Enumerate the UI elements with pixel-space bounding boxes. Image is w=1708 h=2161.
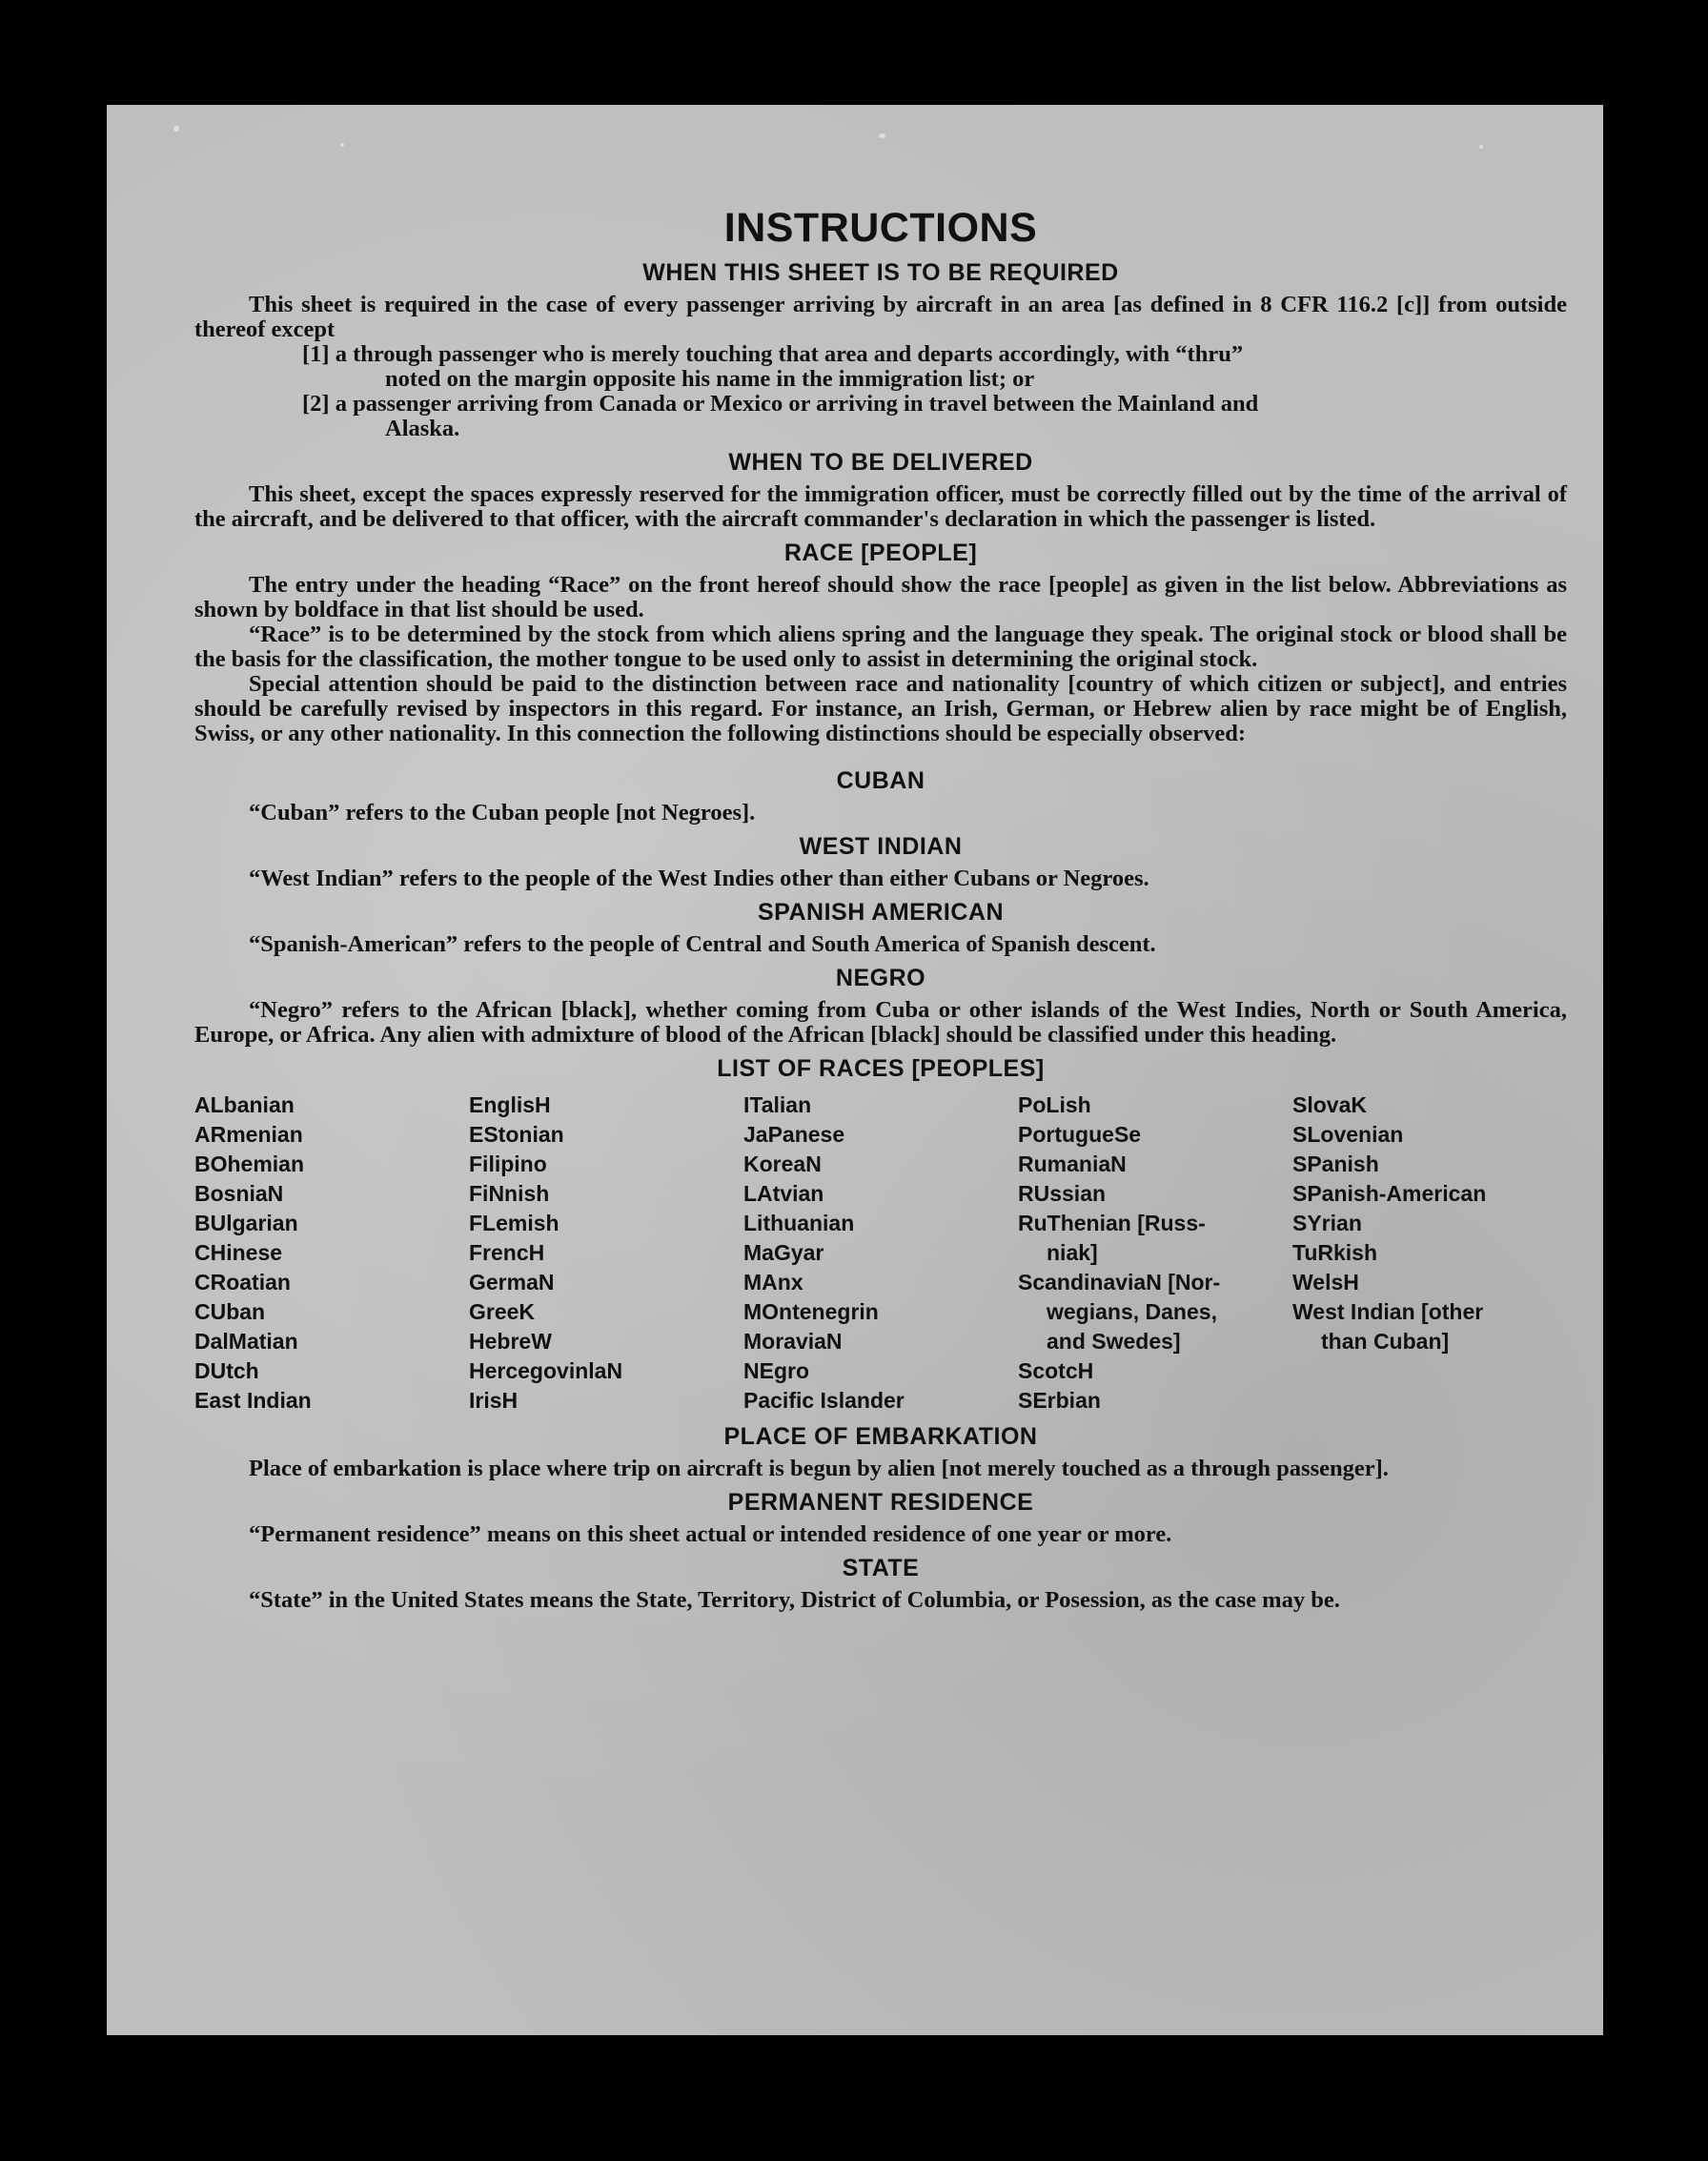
section-heading-state: STATE bbox=[842, 1555, 920, 1581]
race-item: MaGyar bbox=[743, 1240, 824, 1265]
race-column-1 bbox=[194, 1091, 469, 1416]
race-item: DUtch bbox=[194, 1358, 259, 1383]
paper-speck bbox=[879, 133, 885, 138]
required-text: This sheet is required in the case of every passenger arriving by aircraft in an area [as defined in 8 CFR 116.2 [c]] from outside thereof except bbox=[194, 292, 1567, 342]
race-text-3: Special attention should be paid to the distinction between race and nationality [country of which citizen or subject], and entries should be carefully revised by inspectors in this regard. For instance, an Irish, German, or Hebrew alien by race might be of English, Swiss, or any other nationality. In this connection the following distinctions should be especially observed: bbox=[194, 671, 1567, 746]
race-item: FiNnish bbox=[469, 1181, 550, 1206]
race-item: ScandinaviaN [Nor- bbox=[1018, 1270, 1221, 1295]
section-heading-required: WHEN THIS SHEET IS TO BE REQUIRED bbox=[642, 259, 1119, 286]
section-heading-delivered: WHEN TO BE DELIVERED bbox=[728, 449, 1033, 476]
race-item: CRoatian bbox=[194, 1270, 291, 1295]
race-item: DalMatian bbox=[194, 1329, 298, 1354]
section-heading-race: RACE [PEOPLE] bbox=[783, 540, 978, 566]
race-item: HebreW bbox=[469, 1329, 552, 1354]
spanish-american-text: “Spanish-American” refers to the people of Central and South America of Spanish descent. bbox=[249, 931, 1156, 957]
race-item: CHinese bbox=[194, 1240, 283, 1265]
race-item: BUlgarian bbox=[194, 1211, 298, 1235]
paper-speck bbox=[340, 143, 344, 147]
paper-speck bbox=[1479, 145, 1483, 149]
race-column-2 bbox=[469, 1091, 743, 1416]
race-item: RuThenian [Russ- bbox=[1018, 1211, 1206, 1235]
race-item: PortugueSe bbox=[1018, 1122, 1142, 1147]
race-item: RumaniaN bbox=[1018, 1152, 1127, 1176]
race-item: TuRkish bbox=[1292, 1240, 1378, 1265]
race-item: FrencH bbox=[469, 1240, 545, 1265]
race-item: NEgro bbox=[743, 1358, 809, 1383]
race-item: Filipino bbox=[469, 1152, 547, 1176]
exception-2-end: Alaska. bbox=[385, 416, 460, 441]
race-item: IrisH bbox=[469, 1388, 518, 1413]
race-text-2: “Race” is to be determined by the stock from which aliens spring and the language they speak. The original stock or blood shall be the basis for the classification, the mother tongue to be used only to assist in determining the original stock. bbox=[194, 622, 1567, 672]
section-heading-spanish-american: SPANISH AMERICAN bbox=[757, 899, 1004, 926]
race-item: SPanish-American bbox=[1292, 1181, 1487, 1206]
race-item: RUssian bbox=[1018, 1181, 1107, 1206]
race-column-5 bbox=[1292, 1091, 1567, 1416]
race-item: than Cuban] bbox=[1321, 1329, 1450, 1354]
race-item: and Swedes] bbox=[1047, 1329, 1181, 1354]
race-item: EnglisH bbox=[469, 1092, 551, 1117]
residence-text: “Permanent residence” means on this sheet actual or intended residence of one year or more. bbox=[249, 1521, 1172, 1547]
race-item: FLemish bbox=[469, 1211, 559, 1235]
race-item: East Indian bbox=[194, 1388, 312, 1413]
race-list bbox=[194, 1091, 1567, 1416]
section-heading-residence: PERMANENT RESIDENCE bbox=[727, 1489, 1034, 1516]
race-item: MoraviaN bbox=[743, 1329, 843, 1354]
race-item: ALbanian bbox=[194, 1092, 295, 1117]
race-item: KoreaN bbox=[743, 1152, 822, 1176]
race-item: GreeK bbox=[469, 1299, 536, 1324]
document-sheet bbox=[107, 105, 1603, 2035]
race-item: SYrian bbox=[1292, 1211, 1362, 1235]
exception-2: [2] a passenger arriving from Canada or Mexico or arriving in travel between the Mainland and bbox=[302, 391, 1259, 417]
race-item: SPanish bbox=[1292, 1152, 1379, 1176]
delivered-text: This sheet, except the spaces expressly reserved for the immigration officer, must be correctly filled out by the time of the arrival of the aircraft, and be delivered to that officer, with the aircraft commander's declaration in which the passenger is listed. bbox=[194, 481, 1567, 532]
section-heading-embarkation: PLACE OF EMBARKATION bbox=[723, 1423, 1038, 1450]
race-column-3 bbox=[743, 1091, 1018, 1416]
race-item: niak] bbox=[1047, 1240, 1098, 1265]
section-heading-negro: NEGRO bbox=[835, 965, 926, 991]
race-text-1: The entry under the heading “Race” on the front hereof should show the race [people] as given in the list below. Abbreviations as shown by boldface in that list should be used. bbox=[194, 572, 1567, 622]
race-item: EStonian bbox=[469, 1122, 564, 1147]
race-item: wegians, Danes, bbox=[1047, 1299, 1217, 1324]
race-item: BosniaN bbox=[194, 1181, 284, 1206]
race-item: HercegovinlaN bbox=[469, 1358, 623, 1383]
race-item: MOntenegrin bbox=[743, 1299, 879, 1324]
section-heading-list-of-races: LIST OF RACES [PEOPLES] bbox=[717, 1055, 1045, 1082]
page-title: INSTRUCTIONS bbox=[723, 205, 1038, 251]
race-item: CUban bbox=[194, 1299, 266, 1324]
cuban-text: “Cuban” refers to the Cuban people [not Negroes]. bbox=[249, 800, 756, 826]
paper-speck bbox=[173, 126, 179, 132]
race-item: SErbian bbox=[1018, 1388, 1101, 1413]
race-item: SLovenian bbox=[1292, 1122, 1404, 1147]
race-item: ARmenian bbox=[194, 1122, 303, 1147]
race-item: WelsH bbox=[1292, 1270, 1359, 1295]
race-item: SlovaK bbox=[1292, 1092, 1367, 1117]
race-item: ITalian bbox=[743, 1092, 812, 1117]
west-indian-text: “West Indian” refers to the people of the West Indies other than either Cubans or Negroes. bbox=[249, 866, 1149, 891]
race-item: LAtvian bbox=[743, 1181, 824, 1206]
race-item: PoLish bbox=[1018, 1092, 1091, 1117]
race-item: Pacific Islander bbox=[743, 1388, 905, 1413]
race-item: MAnx bbox=[743, 1270, 803, 1295]
section-heading-west-indian: WEST INDIAN bbox=[799, 833, 963, 860]
exception-1: [1] a through passenger who is merely touching that area and departs accordingly, with “thru” bbox=[302, 341, 1244, 367]
exception-1-note: noted on the margin opposite his name in the immigration list; or bbox=[385, 366, 1035, 392]
section-heading-cuban: CUBAN bbox=[836, 767, 925, 794]
embarkation-text: Place of embarkation is place where trip on aircraft is begun by alien [not merely touched as a through passenger]. bbox=[249, 1456, 1389, 1481]
race-column-4 bbox=[1018, 1091, 1292, 1416]
negro-text: “Negro” refers to the African [black], whether coming from Cuba or other islands of the West Indies, North or South America, Europe, or Africa. Any alien with admixture of blood of the African [black] should be classified under this heading. bbox=[194, 997, 1567, 1048]
race-item: JaPanese bbox=[743, 1122, 845, 1147]
race-item: Lithuanian bbox=[743, 1211, 855, 1235]
race-item: GermaN bbox=[469, 1270, 555, 1295]
race-item: ScotcH bbox=[1018, 1358, 1094, 1383]
race-item: West Indian [other bbox=[1292, 1299, 1484, 1324]
instructions-content bbox=[194, 205, 1567, 1613]
race-item: BOhemian bbox=[194, 1152, 305, 1176]
state-text: “State” in the United States means the State, Territory, District of Columbia, or Posession, as the case may be. bbox=[249, 1587, 1340, 1613]
